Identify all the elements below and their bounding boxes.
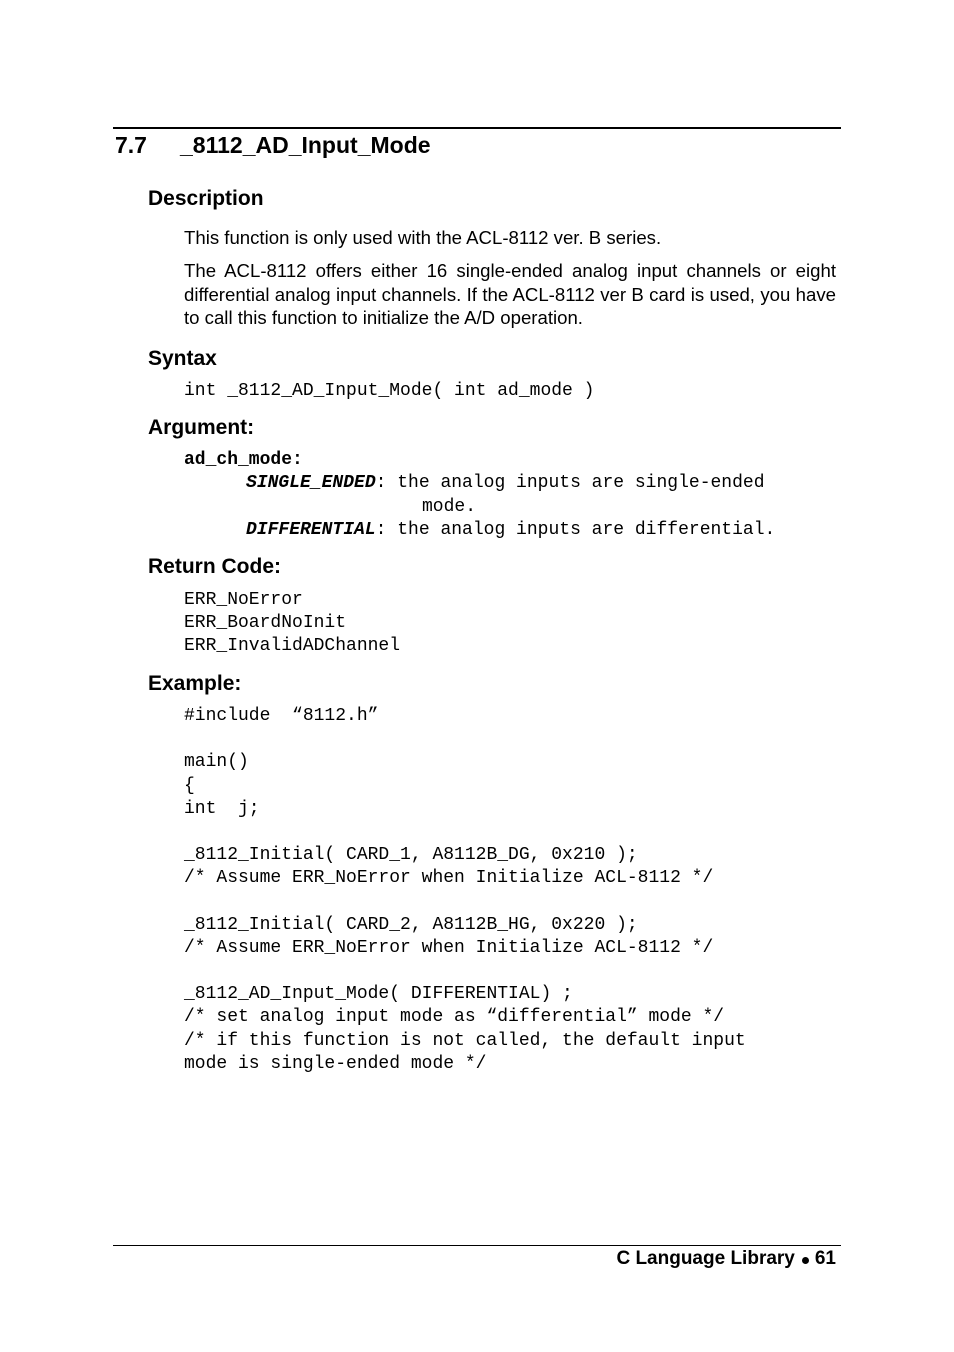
return-code-heading: Return Code: (148, 555, 281, 578)
example-code (184, 705, 746, 1076)
argument-key: DIFFERENTIAL (246, 520, 376, 540)
code-line: int j; (184, 798, 260, 819)
argument-item-single-ended (246, 472, 765, 495)
argument-name: ad_ch_mode: (184, 450, 303, 470)
argument-separator: : (375, 473, 387, 493)
code-line (184, 728, 746, 751)
argument-description: the analog inputs are differential. (386, 520, 776, 540)
description-paragraph-1: This function is only used with the ACL-8112 ver. B series. (184, 227, 662, 248)
example-heading: Example: (148, 672, 242, 695)
code-line: /* if this function is not called, the default input (184, 1030, 746, 1051)
argument-item-differential (246, 519, 775, 542)
argument-description: the analog inputs are single-ended (386, 473, 765, 493)
footer-title: C Language Library (616, 1248, 795, 1269)
code-line: main() (184, 752, 249, 773)
page-footer (616, 1248, 836, 1270)
code-line: _8112_Initial( CARD_1, A8112B_DG, 0x210 ); (184, 845, 638, 866)
bottom-rule (113, 1245, 841, 1246)
description-paragraph-2: The ACL-8112 offers either 16 single-ended analog input channels or eight differential analog input channels. If the ACL-8112 ver B card is used, you have to call this function to initialize the A/D operation. (184, 260, 836, 328)
syntax-code: int _8112_AD_Input_Mode( int ad_mode ) (184, 381, 595, 401)
section-title: _8112_AD_Input_Mode (180, 132, 431, 158)
description-heading: Description (148, 187, 264, 210)
page-number: 61 (814, 1248, 836, 1269)
return-code: ERR_InvalidADChannel (184, 636, 401, 657)
code-line: /* Assume ERR_NoError when Initialize ACL-8112 */ (184, 937, 714, 958)
code-line: /* set analog input mode as “differential” mode */ (184, 1007, 725, 1028)
code-line (184, 821, 746, 844)
bullet-icon (802, 1257, 809, 1264)
code-line (184, 891, 746, 914)
argument-separator: : (375, 520, 387, 540)
section-number: 7.7 (115, 132, 147, 158)
code-line (184, 960, 746, 983)
return-code-list (184, 589, 400, 659)
return-code: ERR_NoError (184, 590, 303, 610)
code-line: { (184, 775, 195, 796)
return-code: ERR_BoardNoInit (184, 613, 347, 634)
syntax-heading: Syntax (148, 347, 217, 370)
code-line: /* Assume ERR_NoError when Initialize ACL-8112 */ (184, 868, 714, 889)
argument-description-continued: mode. (422, 497, 477, 517)
code-line: _8112_AD_Input_Mode( DIFFERENTIAL) ; (184, 984, 573, 1005)
code-line: mode is single-ended mode */ (184, 1053, 487, 1074)
argument-key: SINGLE_ENDED (246, 473, 376, 493)
code-line: _8112_Initial( CARD_2, A8112B_HG, 0x220 ); (184, 914, 638, 935)
code-line: #include “8112.h” (184, 706, 379, 726)
argument-heading: Argument: (148, 416, 255, 439)
top-rule (113, 127, 841, 129)
